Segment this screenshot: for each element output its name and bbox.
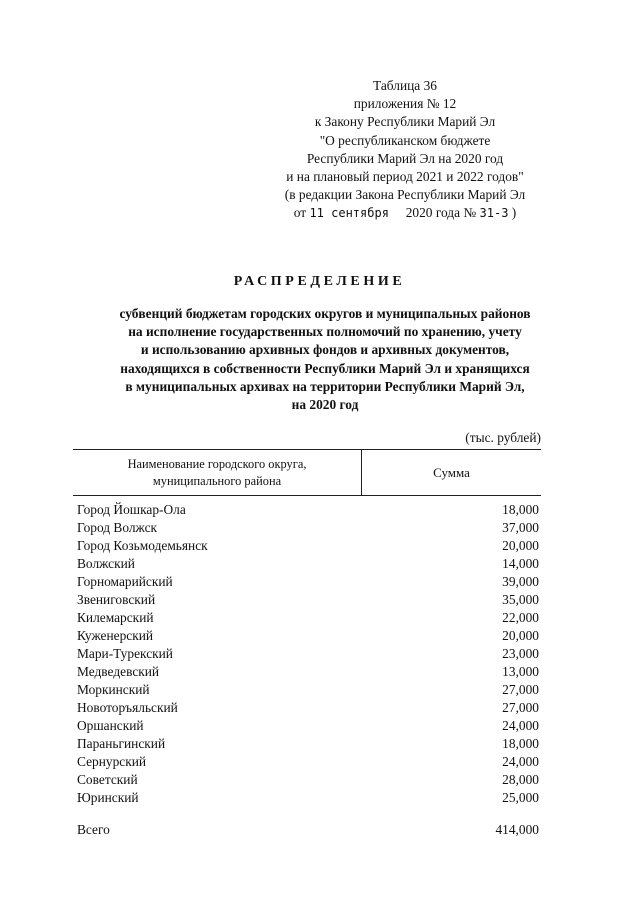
table-row [77, 789, 539, 807]
table-row [77, 573, 539, 591]
subtitle-line: и использованию архивных фондов и архивных документов, [140, 342, 510, 358]
table-row [77, 609, 539, 627]
row-name: Новоторъяльский [77, 700, 178, 715]
table-row [77, 663, 539, 681]
row-sum: 27,000 [502, 700, 539, 715]
subtitle-line: в муниципальных архивах на территории Республики Марий Эл, [125, 378, 525, 394]
row-sum: 13,000 [502, 664, 539, 679]
row-name: Параньгинский [77, 736, 166, 751]
row-name: Советский [77, 772, 138, 787]
subtitle-line: на исполнение государственных полномочий по хранению, учету [128, 324, 522, 340]
row-name: Оршанский [77, 718, 144, 733]
header-line: Таблица 36 [373, 78, 437, 93]
row-sum: 18,000 [502, 736, 539, 751]
table-row [77, 501, 539, 519]
row-sum: 39,000 [502, 574, 539, 589]
row-name: Город Волжск [77, 520, 158, 535]
row-sum: 24,000 [502, 754, 539, 769]
header-line: "О республиканском бюджете [319, 132, 491, 148]
row-sum: 20,000 [502, 628, 539, 643]
row-sum: 22,000 [502, 610, 539, 625]
row-sum: 28,000 [502, 772, 539, 787]
header-line-amendment [240, 204, 570, 222]
amendment-date: 11 сентября [309, 206, 389, 221]
table-total-row [77, 821, 539, 839]
column-header-name [73, 450, 362, 495]
column-header-sum: Сумма [433, 464, 470, 480]
subtitle-line: субвенций бюджетам городских округов и муниципальных районов [119, 306, 531, 321]
row-name: Юринский [77, 790, 139, 805]
table-row [77, 537, 539, 555]
subtitle-line: на 2020 год [291, 397, 359, 413]
table-row [77, 735, 539, 753]
table-row [77, 699, 539, 717]
table-row [77, 591, 539, 609]
table-header [73, 449, 541, 496]
row-sum: 14,000 [502, 556, 539, 571]
row-name: Моркинский [77, 682, 150, 697]
row-sum: 25,000 [502, 790, 539, 805]
table-row [77, 645, 539, 663]
header-line: приложения № 12 [353, 96, 457, 112]
table-row [77, 753, 539, 771]
row-sum: 27,000 [502, 682, 539, 697]
row-name: Мари-Турекский [77, 646, 173, 661]
row-name: Килемарский [77, 610, 154, 625]
table-body [77, 501, 539, 807]
amendment-suffix: ) [511, 205, 517, 221]
table-row [77, 519, 539, 537]
column-header-name-line: муниципального района [152, 473, 282, 488]
units-label: (тыс. рублей) [465, 430, 541, 445]
row-sum: 24,000 [502, 718, 539, 733]
amendment-number: 31-З [479, 206, 509, 221]
row-name: Звениговский [77, 592, 156, 607]
row-name: Город Йошкар-Ола [77, 502, 186, 517]
header-line: к Закону Республики Марий Эл [314, 114, 496, 130]
total-label: Всего [77, 822, 110, 837]
row-name: Куженерский [77, 628, 154, 643]
row-sum: 37,000 [502, 520, 539, 535]
row-name: Город Козьмодемьянск [77, 538, 208, 553]
row-sum: 20,000 [502, 538, 539, 553]
row-sum: 35,000 [502, 592, 539, 607]
header-line: (в редакции Закона Республики Марий Эл [284, 187, 526, 203]
table-row [77, 555, 539, 573]
row-name: Горномарийский [77, 574, 173, 589]
table-row [77, 771, 539, 789]
table-row [77, 627, 539, 645]
row-sum: 23,000 [502, 646, 539, 661]
amendment-prefix: от [293, 205, 307, 221]
table-row [77, 717, 539, 735]
header-line: и на плановый период 2021 и 2022 годов" [286, 169, 524, 185]
row-sum: 18,000 [502, 502, 539, 517]
column-header-name-line: Наименование городского округа, [127, 456, 307, 471]
row-name: Сернурский [77, 754, 147, 769]
table-row [77, 681, 539, 699]
header-line: Республики Марий Эл на 2020 год [306, 150, 504, 166]
appendix-header [240, 77, 570, 223]
row-name: Медведевский [77, 664, 160, 679]
amendment-year-number-label: 2020 года № [405, 205, 477, 221]
document-subtitle [60, 305, 590, 414]
document-title: РАСПРЕДЕЛЕНИЕ [233, 274, 406, 289]
total-sum: 414,000 [495, 822, 539, 837]
row-name: Волжский [77, 556, 135, 571]
subtitle-line: находящихся в собственности Республики Марий Эл и хранящихся [120, 360, 530, 376]
